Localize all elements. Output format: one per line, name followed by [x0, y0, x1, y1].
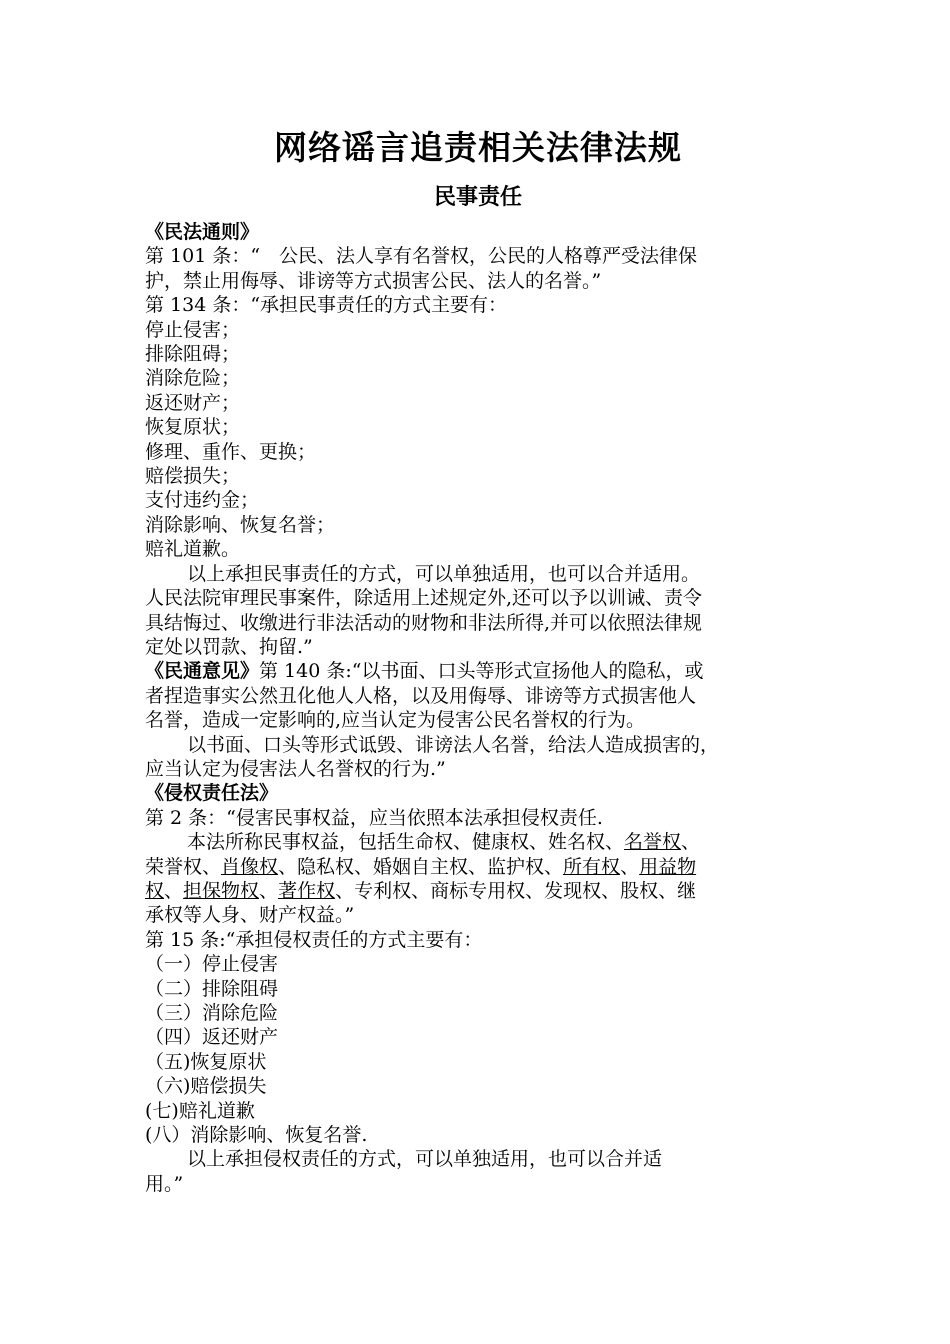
link-usufruct-part-1[interactable]: 用益物	[639, 855, 697, 878]
document-page	[145, 120, 811, 1196]
list-item: 恢复原状；	[145, 416, 241, 439]
civil-opinions-line-1	[145, 659, 811, 683]
list-item: （五)恢复原状	[145, 1050, 267, 1073]
rights-text: 、隐私权、婚姻自主权、监护权、	[278, 855, 564, 878]
list-item: （四）返还财产	[145, 1026, 279, 1049]
list-item: （二）排除阻碍	[145, 977, 279, 1000]
rights-text: 荣誉权、	[145, 855, 222, 878]
article-134-note-line-2: 人民法院审理民事案件，除适用上述规定外,还可以予以训诫、责令	[145, 587, 703, 610]
rights-text: 、	[259, 879, 279, 902]
list-item: 修理、重作、更换；	[145, 440, 317, 463]
link-ownership[interactable]: 所有权	[563, 855, 621, 878]
article-101-line-1: 第 101 条：“ 公民、法人享有名誉权，公民的人格尊严受法律保	[145, 245, 698, 268]
section-title: 民事责任	[433, 185, 522, 210]
rights-line-1	[145, 830, 811, 854]
civil-opinions-line-4: 以书面、口头等形式诋毁、诽谤法人名誉，给法人造成损害的，	[187, 733, 720, 756]
civil-opinions-line-5: 应当认定为侵害法人名誉权的行为.”	[145, 757, 446, 780]
list-item: （一）停止侵害	[145, 953, 279, 976]
list-item: 消除危险；	[145, 367, 241, 390]
article-140-text: 第 140 条:“以书面、口头等形式宣扬他人的隐私，或	[259, 660, 704, 683]
heading-civil-opinions: 《民通意见》	[145, 660, 260, 683]
list-item: 返还财产；	[145, 391, 241, 414]
link-portrait-right[interactable]: 肖像权	[221, 855, 279, 878]
rights-text: 本法所称民事权益，包括生命权、健康权、姓名权、	[187, 831, 625, 854]
civil-opinions-line-2: 者捏造事实公然丑化他人人格，以及用侮辱、诽谤等方式损害他人	[145, 684, 697, 707]
article-2-line-1: 第 2 条：“侵害民事权益，应当依照本法承担侵权责任.	[145, 806, 603, 829]
rights-text: 、	[620, 855, 640, 878]
heading-tort-law: 《侵权责任法》	[145, 782, 279, 805]
list-item: 消除影响、恢复名誉；	[145, 513, 336, 536]
rights-line-4: 承权等人身、财产权益。”	[145, 904, 355, 927]
link-security-interest[interactable]: 担保物权	[183, 879, 260, 902]
list-item: （六)赔偿损失	[145, 1075, 267, 1098]
rights-text: 、	[164, 879, 184, 902]
link-reputation-right[interactable]: 名誉权	[624, 831, 682, 854]
list-item: 停止侵害；	[145, 318, 241, 341]
document-title: 网络谣言追责相关法律法规	[274, 128, 682, 167]
article-134-intro: 第 134 条：“承担民事责任的方式主要有：	[145, 294, 508, 317]
article-15-intro: 第 15 条:“承担侵权责任的方式主要有：	[145, 928, 483, 951]
rights-line-3	[145, 879, 811, 903]
tort-remedy-list	[145, 952, 811, 1147]
heading-civil-law-principles: 《民法通则》	[145, 221, 260, 243]
article-15-note-line-2: 用。”	[145, 1172, 184, 1195]
list-item: 排除阻碍；	[145, 343, 241, 366]
article-134-note-line-4: 定处以罚款、拘留.”	[145, 635, 313, 658]
article-134-note-line-1: 以上承担民事责任的方式，可以单独适用，也可以合并适用。	[187, 562, 701, 585]
list-item: (八）消除影响、恢复名誉.	[145, 1124, 368, 1147]
article-101-line-2: 护，禁止用侮辱、诽谤等方式损害公民、法人的名誉。”	[145, 269, 602, 292]
list-item: (七)赔礼道歉	[145, 1099, 255, 1122]
rights-text: 、	[681, 831, 701, 854]
civil-opinions-line-3: 名誉，造成一定影响的,应当认定为侵害公民名誉权的行为。	[145, 709, 646, 732]
article-15-note-line-1: 以上承担侵权责任的方式，可以单独适用，也可以合并适	[187, 1148, 663, 1171]
list-item: （三）消除危险	[145, 1002, 279, 1024]
list-item: 赔偿损失；	[145, 465, 241, 488]
link-usufruct-part-2[interactable]: 权	[145, 879, 165, 902]
rights-text: 、专利权、商标专用权、发现权、股权、继	[335, 879, 697, 902]
link-copyright[interactable]: 著作权	[278, 879, 336, 902]
list-item: 赔礼道歉。	[145, 538, 241, 561]
civil-remedy-list	[145, 318, 811, 562]
rights-line-2	[145, 855, 811, 879]
list-item: 支付违约金；	[145, 489, 260, 512]
article-134-note-line-3: 具结悔过、收缴进行非法活动的财物和非法所得,并可以依照法律规	[145, 611, 703, 634]
